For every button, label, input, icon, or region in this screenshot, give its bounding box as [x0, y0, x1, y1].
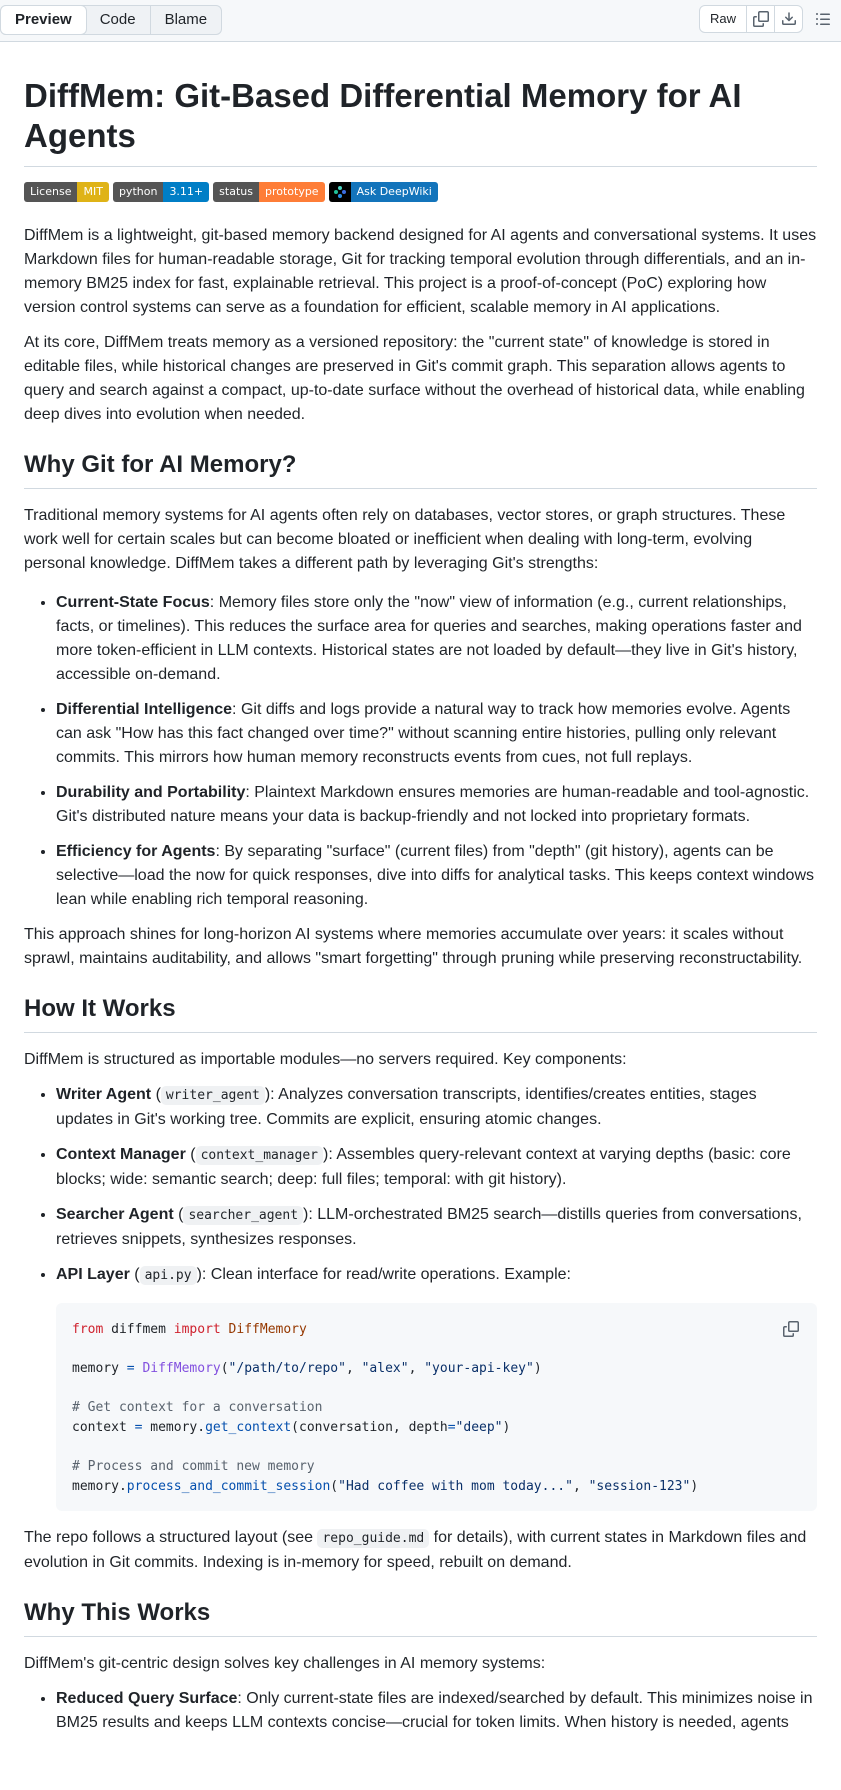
copy-icon	[783, 1321, 799, 1337]
list-item-term: Differential Intelligence	[56, 701, 233, 718]
list-item-text: (	[151, 1086, 161, 1103]
deepwiki-logo-icon	[329, 182, 351, 202]
list-item-text: ): Clean interface for read/write operations. Example:	[196, 1266, 571, 1283]
list-item-text: : Memory files store only the "now" view of information (e.g., current relationships, facts, or timelines). This reduces the surface area for queries and searches, making operations faster and more token-efficient in LLM contexts. Historical states are not loaded by default—they live in Git's history, accessible on-demand.	[56, 594, 802, 683]
list-item-text: : Only current-state files are indexed/searched by default. This minimizes noise in BM25 results and keeps LLM contexts concise—crucial for token limits. When history is needed, agents	[56, 1690, 813, 1731]
tab-code[interactable]: Code	[86, 6, 151, 34]
components-list	[24, 1083, 817, 1288]
badge-value: prototype	[259, 182, 325, 202]
list-item-text: ): Analyzes conversation transcripts, identifies/creates entities, stages updates in Git's working tree. Commits are explicit, ensuring atomic changes.	[56, 1086, 757, 1128]
why-works-list	[24, 1687, 817, 1735]
list-item	[56, 698, 817, 770]
paragraph-text: The repo follows a structured layout (see	[24, 1529, 318, 1546]
file-toolbar	[0, 0, 841, 42]
list-item-term: Current-State Focus	[56, 594, 210, 611]
list-item-text: ): LLM-orchestrated BM25 search—distills queries from conversations, retrieves snippets, synthesizes responses.	[56, 1206, 802, 1248]
list-item-text: : By separating "surface" (current files) from "depth" (git history), agents can be selective—load the now for quick responses, dive into diffs for analytical tasks. This keeps context windows lean while enabling rich temporal reasoning.	[56, 843, 815, 908]
badge-label: python	[113, 182, 163, 202]
inline-code: api.py	[140, 1266, 197, 1285]
tab-preview[interactable]: Preview	[0, 5, 87, 35]
badge-license[interactable]	[24, 182, 109, 202]
section-heading-why-this-works: Why This Works	[24, 1598, 817, 1637]
list-item-text: : Git diffs and logs provide a natural way to track how memories evolve. Agents can ask "How has this fact changed over time?" without scanning entire histories, pulling only relevant commits. This mirrors how human memory reconstructs events from cues, not full replays.	[56, 701, 791, 766]
list-item-term: Writer Agent	[56, 1086, 152, 1103]
badge-python[interactable]	[113, 182, 209, 202]
badge-label: License	[24, 182, 77, 202]
badge-deepwiki[interactable]	[329, 182, 438, 202]
list-item-text: (	[129, 1266, 140, 1283]
copy-icon	[753, 11, 769, 27]
paragraph: DiffMem's git-centric design solves key challenges in AI memory systems:	[24, 1655, 546, 1672]
badge-row	[24, 182, 817, 202]
code-block	[56, 1303, 817, 1511]
download-button[interactable]	[775, 6, 802, 32]
badge-label: status	[213, 182, 259, 202]
badge-value: Ask DeepWiki	[351, 182, 438, 202]
list-item-text: (	[185, 1146, 196, 1163]
intro-paragraph: At its core, DiffMem treats memory as a versioned repository: the "current state" of knowledge is stored in editable files, while historical changes are preserved in Git's commit graph. This separation allows agents to query and search against a compact, up-to-date surface without the overhead of historical data, while enabling deep dives into evolution when needed.	[24, 334, 805, 423]
list-item	[56, 781, 817, 829]
section-heading-how-it-works: How It Works	[24, 994, 817, 1033]
list-item-term: Searcher Agent	[56, 1206, 174, 1223]
paragraph: DiffMem is structured as importable modules—no servers required. Key components:	[24, 1051, 627, 1068]
list-icon	[815, 11, 831, 27]
list-item	[56, 591, 817, 687]
list-item-term: Reduced Query Surface	[56, 1690, 238, 1707]
paragraph	[24, 1526, 817, 1575]
list-item-text: : Plaintext Markdown ensures memories are human-readable and tool-agnostic. Git's distributed nature means your data is backup-friendly and not locked into proprietary formats.	[56, 784, 810, 825]
intro-paragraph: DiffMem is a lightweight, git-based memory backend designed for AI agents and conversational systems. It uses Markdown files for human-readable storage, Git for tracking temporal evolution through differentials, and an in-memory BM25 index for fast, explainable retrieval. This project is a proof-of-concept (PoC) exploring how version control systems can serve as a foundation for efficient, scalable memory in AI applications.	[24, 227, 817, 316]
list-item	[56, 1263, 817, 1288]
page-title: DiffMem: Git-Based Differential Memory for AI Agents	[24, 76, 817, 167]
inline-code: writer_agent	[161, 1086, 265, 1105]
inline-code: repo_guide.md	[317, 1529, 429, 1548]
raw-copy-download-group	[699, 5, 803, 33]
paragraph: This approach shines for long-horizon AI systems where memories accumulate over years: it scales without sprawl, maintains auditability, and allows "smart forgetting" through pruning while preserving reconstructability.	[24, 926, 803, 967]
list-item	[56, 840, 817, 912]
outline-button[interactable]	[805, 5, 841, 33]
list-item	[56, 1143, 817, 1192]
list-item	[56, 1203, 817, 1252]
paragraph: Traditional memory systems for AI agents often rely on databases, vector stores, or graph structures. These work well for certain scales but can become bloated or inefficient when dealing with long-term, evolving personal knowledge. DiffMem takes a different path by leveraging Git's strengths:	[24, 507, 786, 572]
list-item-term: Durability and Portability	[56, 784, 246, 801]
code-content[interactable]: from diffmem import DiffMemory memory = DiffMemory("/path/to/repo", "alex", "your-api-key") # Get context for a conversation context = memory.get_context(conversation, depth="deep") # Process and commit new memory memory.process_and_commit_session("Had coffee with mom today...", "session-123")	[72, 1322, 699, 1494]
list-item-term: API Layer	[56, 1266, 130, 1283]
download-icon	[781, 11, 797, 27]
paragraph-text: for details), with current states in Markdown files and evolution in Git commits. Indexing is in-memory for speed, rebuilt on demand.	[24, 1529, 807, 1571]
tab-blame[interactable]: Blame	[164, 11, 208, 28]
file-actions	[699, 5, 841, 33]
section-heading-why-git: Why Git for AI Memory?	[24, 450, 817, 489]
inline-code: searcher_agent	[183, 1206, 303, 1225]
list-item	[56, 1687, 817, 1735]
why-git-list	[24, 591, 817, 912]
list-item-text: ): Assembles query-relevant context at varying depths (basic: core blocks; wide: semantic search; deep: full files; temporal: with git history).	[56, 1146, 791, 1188]
badge-value: MIT	[77, 182, 108, 202]
list-item	[56, 1083, 817, 1132]
raw-button[interactable]: Raw	[700, 6, 747, 32]
badge-value: 3.11+	[163, 182, 209, 202]
list-item-term: Efficiency for Agents	[56, 843, 216, 860]
badge-status[interactable]	[213, 182, 324, 202]
inline-code: context_manager	[196, 1146, 323, 1165]
copy-code-button[interactable]	[777, 1315, 805, 1343]
view-mode-switcher	[0, 5, 222, 35]
copy-raw-button[interactable]	[747, 6, 775, 32]
readme-content	[0, 76, 841, 1735]
list-item-text: (	[173, 1206, 184, 1223]
list-item-term: Context Manager	[56, 1146, 186, 1163]
